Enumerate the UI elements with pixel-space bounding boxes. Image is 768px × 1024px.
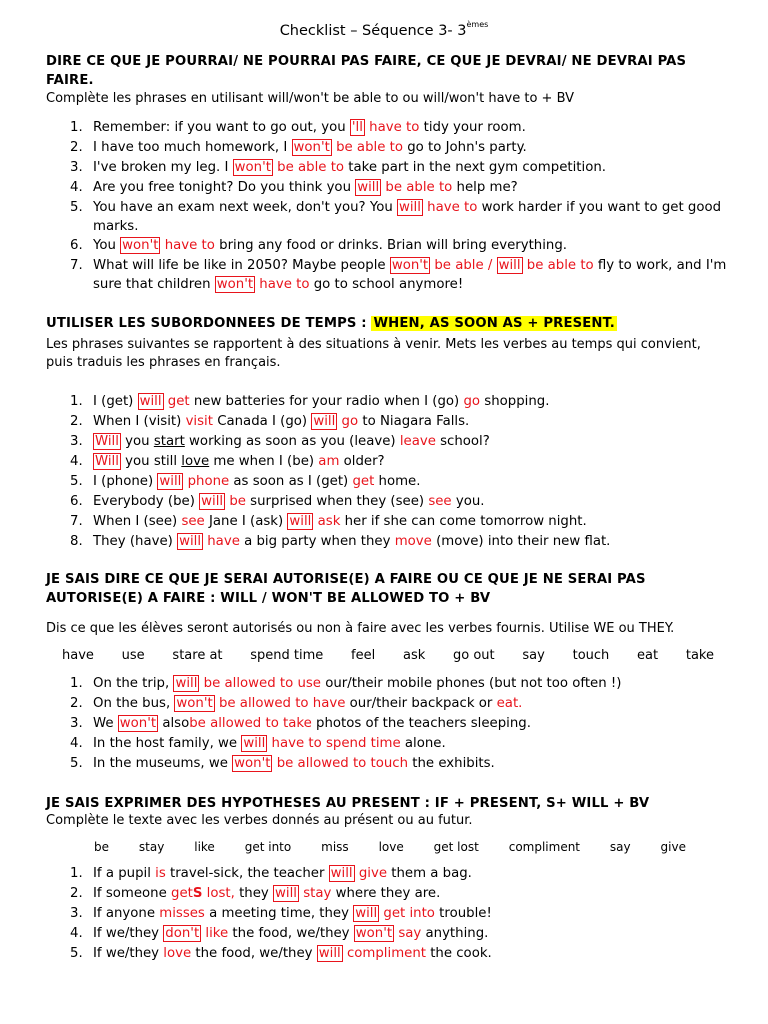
answer-text: go xyxy=(463,394,481,409)
list-item xyxy=(48,178,728,198)
item-number: 3. xyxy=(70,434,83,449)
sentence-text: In the museums, we xyxy=(93,756,233,771)
sentence-text: take part in the next gym competition. xyxy=(344,160,606,175)
sentence-text: you still xyxy=(120,454,182,469)
list-item xyxy=(48,392,728,412)
answer-text: compliment xyxy=(342,946,426,961)
sentence-text: alone. xyxy=(400,736,446,751)
sentence-text: tidy your room. xyxy=(419,120,526,135)
answer-text: am xyxy=(318,454,340,469)
sentence-text: What will life be like in 2050? Maybe people xyxy=(93,258,390,273)
answer-text: get into xyxy=(379,906,435,921)
boxed-answer: Will xyxy=(95,454,119,469)
answer-text: be able to xyxy=(381,180,453,195)
sentence-text: You xyxy=(93,238,121,253)
item-number: 7. xyxy=(70,258,83,273)
sentence-text: You have an exam next week, don't you? You xyxy=(93,200,397,215)
sentence-text: I have too much homework, I xyxy=(93,140,292,155)
sentence-text: older? xyxy=(339,454,385,469)
answer-text: phone xyxy=(183,474,230,489)
answer-text: go xyxy=(337,414,359,429)
boxed-answer: will xyxy=(398,200,421,215)
sentence-text: If a pupil xyxy=(93,866,156,881)
item-number: 1. xyxy=(70,120,83,135)
list-item xyxy=(48,944,728,964)
answer-text: be allowed to use xyxy=(199,676,321,691)
list-item xyxy=(48,472,728,492)
sentence-text: Canada I (go) xyxy=(212,414,312,429)
verb: miss xyxy=(321,840,349,854)
item-number: 7. xyxy=(70,514,83,529)
section3-list xyxy=(48,674,728,774)
list-item xyxy=(48,512,728,532)
boxed-answer: won't xyxy=(234,160,271,175)
answer-text: leave xyxy=(399,434,436,449)
sentence-text: photos of the teachers sleeping. xyxy=(311,716,531,731)
sentence-text: working as soon as you (leave) xyxy=(184,434,400,449)
item-number: 2. xyxy=(70,140,83,155)
boxed-answer: won't xyxy=(122,238,159,253)
list-item xyxy=(48,198,728,236)
sentence-text: they xyxy=(234,886,274,901)
item-number: 8. xyxy=(70,534,83,549)
sentence-text: Jane I (ask) xyxy=(204,514,288,529)
list-item xyxy=(48,754,728,774)
list-item xyxy=(48,236,728,256)
boxed-answer: won't xyxy=(391,258,429,273)
verb: have xyxy=(62,648,94,663)
boxed-answer: will xyxy=(289,514,312,529)
sentence-text: Checklist – Séquence 3- 3 xyxy=(279,22,467,39)
item-number: 4. xyxy=(70,180,83,195)
item-number: 1. xyxy=(70,866,83,881)
sentence-text: you. xyxy=(451,494,485,509)
boxed-answer: won't xyxy=(355,926,393,941)
boxed-answer: don't xyxy=(165,926,200,941)
sentence-text: start xyxy=(153,434,185,449)
answer-text: move xyxy=(394,534,432,549)
sentence-text: JE SAIS DIRE CE QUE JE SERAI AUTORISE(E) A FAIRE OU CE QUE JE NE SERAI PAS xyxy=(46,572,646,587)
sentence-text: puis traduis les phrases en français. xyxy=(46,355,281,370)
boxed-answer: will xyxy=(243,736,266,751)
answer-text: visit xyxy=(185,414,213,429)
verb: be xyxy=(94,840,109,854)
answer-text: is xyxy=(155,866,166,881)
answer-text: lost, xyxy=(202,886,235,901)
list-item xyxy=(48,412,728,432)
sentence-text: the cook. xyxy=(425,946,492,961)
answer-text: be allowed to take xyxy=(189,716,312,731)
boxed-answer: will xyxy=(175,676,198,691)
answer-text: have to spend time xyxy=(267,736,401,751)
boxed-answer: 'll xyxy=(351,120,363,135)
answer-text: see xyxy=(428,494,452,509)
boxed-answer: will xyxy=(275,886,297,901)
item-number: 5. xyxy=(70,756,83,771)
list-item xyxy=(48,904,728,924)
page-title xyxy=(0,22,768,39)
answer-text: eat. xyxy=(496,696,523,711)
boxed-answer: will xyxy=(355,906,378,921)
sentence-text: to Niagara Falls. xyxy=(358,414,470,429)
list-item xyxy=(48,432,728,452)
answer-text: ask xyxy=(313,514,341,529)
sentence-text: fly to work, and I'm sure that children xyxy=(93,258,727,292)
sentence-text: shopping. xyxy=(480,394,550,409)
sentence-text: you xyxy=(120,434,154,449)
sentence-text: If someone xyxy=(93,886,171,901)
verb: ask xyxy=(402,648,426,663)
verb: say xyxy=(609,840,631,854)
answer-text: be allowed to touch xyxy=(272,756,409,771)
boxed-answer: won't xyxy=(216,277,254,292)
sentence-text: In the host family, we xyxy=(93,736,242,751)
item-number: 3. xyxy=(70,906,83,921)
sentence-text: I (phone) xyxy=(93,474,158,489)
sentence-text: the exhibits. xyxy=(408,756,495,771)
sentence-text: me when I (be) xyxy=(209,454,319,469)
list-item xyxy=(48,492,728,512)
item-number: 5. xyxy=(70,474,83,489)
answer-text: be able / xyxy=(430,258,497,273)
boxed-answer: will xyxy=(179,534,202,549)
answer-text: be allowed to have xyxy=(214,696,346,711)
item-number: 2. xyxy=(70,696,83,711)
list-item xyxy=(48,674,728,694)
sentence-text: help me? xyxy=(452,180,518,195)
sentence-text: a meeting time, they xyxy=(204,906,354,921)
boxed-answer: will xyxy=(498,258,521,273)
section2-heading xyxy=(46,314,736,333)
list-item xyxy=(48,864,728,884)
item-number: 4. xyxy=(70,736,83,751)
sentence-text: new batteries for your radio when I (go) xyxy=(189,394,464,409)
section4-list xyxy=(48,864,728,964)
section3-instruction: Dis ce que les élèves seront autorisés ou non à faire avec les verbes fournis. Utilise WE ou THEY. xyxy=(46,621,675,636)
verb: say xyxy=(522,648,545,663)
boxed-answer: Will xyxy=(95,434,119,449)
item-number: 3. xyxy=(70,716,83,731)
verb: eat xyxy=(637,648,659,663)
boxed-answer: will xyxy=(313,414,336,429)
list-item xyxy=(48,118,728,138)
answer-text: misses xyxy=(159,906,205,921)
sentence-text: èmes xyxy=(466,20,489,29)
sentence-text: go to school anymore! xyxy=(309,277,464,292)
highlighted-keywords: WHEN, AS SOON AS + PRESENT. xyxy=(373,316,615,331)
verb: love xyxy=(378,840,404,854)
list-item xyxy=(48,924,728,944)
sentence-text: the food, we/they xyxy=(191,946,317,961)
sentence-text: On the bus, xyxy=(93,696,175,711)
boxed-answer: will xyxy=(318,946,341,961)
boxed-answer: won't xyxy=(119,716,157,731)
list-item xyxy=(48,256,728,294)
answer-text: stay xyxy=(298,886,332,901)
sentence-text: her if she can come tomorrow night. xyxy=(340,514,587,529)
section3-verb-bank xyxy=(62,648,714,663)
answer-text: be able to xyxy=(272,160,345,175)
sentence-text: a big party when they xyxy=(239,534,395,549)
sentence-text: They (have) xyxy=(93,534,178,549)
item-number: 5. xyxy=(70,946,83,961)
boxed-answer: will xyxy=(357,180,380,195)
verb: take xyxy=(685,648,714,663)
sentence-text: If we/they xyxy=(93,946,164,961)
sentence-text: Les phrases suivantes se rapportent à des situations à venir. Mets les verbes au temps qui convient, xyxy=(46,337,701,352)
answer-text: see xyxy=(181,514,205,529)
answer-text: have to xyxy=(160,238,215,253)
answer-text: be able to xyxy=(331,140,403,155)
section4-instruction: Complète le texte avec les verbes donnés au présent ou au futur. xyxy=(46,813,473,828)
verb: go out xyxy=(453,648,495,663)
sentence-text: (move) into their new flat. xyxy=(431,534,611,549)
verb: give xyxy=(660,840,686,854)
sentence-text: love xyxy=(181,454,210,469)
sentence-text: go to John's party. xyxy=(402,140,527,155)
sentence-text: We xyxy=(93,716,118,731)
section2-intro xyxy=(46,336,736,372)
list-item xyxy=(48,734,728,754)
sentence-text: our/their mobile phones (but not too often !) xyxy=(321,676,622,691)
answer-text: give xyxy=(354,866,388,881)
list-item xyxy=(48,532,728,552)
sentence-text: work harder if you want to get good marks. xyxy=(93,200,722,234)
section4-verb-bank xyxy=(94,840,686,854)
sentence-text: where they are. xyxy=(331,886,441,901)
answer-text: be able to xyxy=(522,258,594,273)
sentence-text: Remember: if you want to go out, you xyxy=(93,120,350,135)
list-item xyxy=(48,158,728,178)
verb: touch xyxy=(572,648,610,663)
item-number: 2. xyxy=(70,886,83,901)
verb: spend time xyxy=(250,648,324,663)
boxed-answer: will xyxy=(201,494,224,509)
list-item xyxy=(48,714,728,734)
verb: get lost xyxy=(433,840,479,854)
boxed-answer: will xyxy=(139,394,162,409)
item-number: 4. xyxy=(70,926,83,941)
sentence-text: I've broken my leg. I xyxy=(93,160,233,175)
answer-text: get xyxy=(171,886,193,901)
sentence-text: DIRE CE QUE JE POURRAI/ NE POURRAI PAS FAIRE, CE QUE JE DEVRAI/ NE DEVRAI PAS xyxy=(46,54,687,69)
answer-text: like xyxy=(201,926,229,941)
answer-text: be xyxy=(225,494,246,509)
verb: feel xyxy=(351,648,376,663)
item-number: 6. xyxy=(70,494,83,509)
sentence-text: them a bag. xyxy=(387,866,472,881)
sentence-text: anything. xyxy=(421,926,489,941)
answer-text: have to xyxy=(364,120,420,135)
verb: compliment xyxy=(508,840,581,854)
list-item xyxy=(48,138,728,158)
list-item xyxy=(48,884,728,904)
sentence-text: as soon as I (get) xyxy=(229,474,353,489)
verb: use xyxy=(121,648,145,663)
sentence-text: also xyxy=(158,716,190,731)
answer-text: have to xyxy=(255,277,310,292)
sentence-text: school? xyxy=(435,434,490,449)
answer-text: have to xyxy=(422,200,478,215)
boxed-answer: will xyxy=(330,866,353,881)
sentence-text: UTILISER LES SUBORDONNEES DE TEMPS : xyxy=(46,316,372,331)
sentence-text: Are you free tonight? Do you think you xyxy=(93,180,356,195)
answer-text: get xyxy=(352,474,375,489)
sentence-text: the food, we/they xyxy=(228,926,354,941)
boxed-answer: will xyxy=(159,474,182,489)
sentence-text: bring any food or drinks. Brian will bring everything. xyxy=(214,238,568,253)
section1-instruction: Complète les phrases en utilisant will/won't be able to ou will/won't have to + BV xyxy=(46,91,574,106)
boxed-answer: won't xyxy=(293,140,330,155)
item-number: 2. xyxy=(70,414,83,429)
section3-heading xyxy=(46,570,736,608)
sentence-text: FAIRE. xyxy=(46,73,94,88)
list-item xyxy=(48,452,728,472)
sentence-text: surprised when they (see) xyxy=(245,494,429,509)
list-item xyxy=(48,694,728,714)
verb: like xyxy=(194,840,215,854)
sentence-text: trouble! xyxy=(434,906,492,921)
section1-list xyxy=(48,118,728,294)
item-number: 4. xyxy=(70,454,83,469)
item-number: 3. xyxy=(70,160,83,175)
sentence-text: Everybody (be) xyxy=(93,494,200,509)
section2-list xyxy=(48,392,728,552)
sentence-text: If we/they xyxy=(93,926,164,941)
sentence-text: home. xyxy=(374,474,421,489)
answer-text: S xyxy=(192,886,203,901)
item-number: 6. xyxy=(70,238,83,253)
verb: stare at xyxy=(172,648,223,663)
answer-text: love xyxy=(163,946,192,961)
sentence-text: When I (see) xyxy=(93,514,182,529)
sentence-text: If anyone xyxy=(93,906,160,921)
section4-heading: JE SAIS EXPRIMER DES HYPOTHESES AU PRESENT : IF + PRESENT, S+ WILL + BV xyxy=(46,796,650,811)
answer-text: get xyxy=(163,394,190,409)
sentence-text: When I (visit) xyxy=(93,414,186,429)
verb: get into xyxy=(244,840,292,854)
verb: stay xyxy=(138,840,165,854)
boxed-answer: won't xyxy=(234,756,271,771)
sentence-text: I (get) xyxy=(93,394,138,409)
item-number: 1. xyxy=(70,676,83,691)
item-number: 1. xyxy=(70,394,83,409)
sentence-text: On the trip, xyxy=(93,676,174,691)
sentence-text: travel-sick, the teacher xyxy=(165,866,329,881)
answer-text: say xyxy=(394,926,422,941)
sentence-text: our/their backpack or xyxy=(345,696,497,711)
item-number: 5. xyxy=(70,200,83,215)
section1-heading xyxy=(46,52,736,90)
sentence-text: AUTORISE(E) A FAIRE : WILL / WON'T BE ALLOWED TO + BV xyxy=(46,591,491,606)
boxed-answer: won't xyxy=(176,696,213,711)
answer-text: have xyxy=(203,534,240,549)
